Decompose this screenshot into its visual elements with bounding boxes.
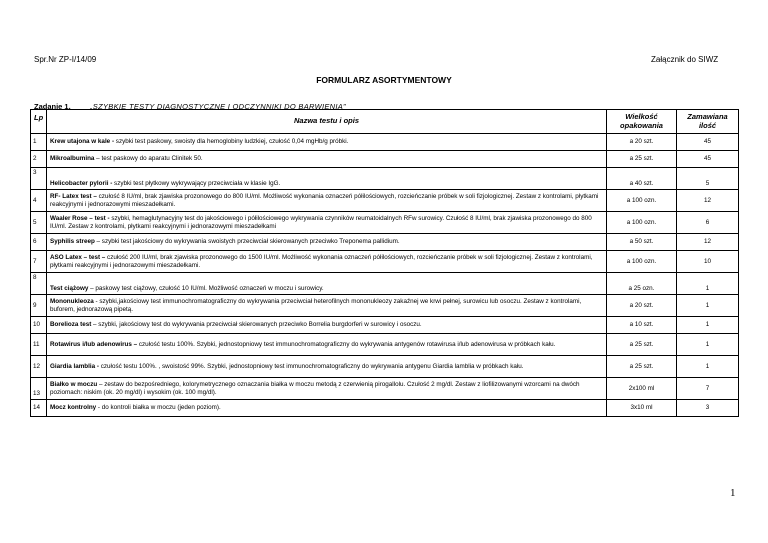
row-description	[47, 134, 607, 151]
table-row	[31, 134, 739, 151]
row-description	[47, 378, 607, 400]
row-qty: 45	[677, 151, 739, 168]
assortment-table	[30, 109, 739, 417]
row-description	[47, 234, 607, 251]
row-pack: a 100 ozn.	[607, 190, 677, 212]
row-qty: 6	[677, 212, 739, 234]
table-row	[31, 378, 739, 400]
row-lp: 1	[31, 134, 47, 151]
row-qty: 10	[677, 251, 739, 273]
row-product-name: Waaler Rose – test -	[50, 214, 110, 222]
table-row	[31, 190, 739, 212]
row-qty: 1	[677, 295, 739, 317]
table-row	[31, 212, 739, 234]
row-product-text: czułość testu 100%. Szybki, jednostopniowy test immunochromatograficzny do wykrywania antygenów rotawirusa i/lub adenowirusa w próbkach kału.	[137, 340, 556, 348]
row-product-name: Białko w moczu	[50, 380, 98, 388]
row-lp: 12	[31, 356, 47, 378]
row-product-text: szybki test paskowy, swoisty dla hemoglobiny ludzkiej, czułość 0,04 mgHb/g próbki.	[114, 138, 349, 146]
row-description	[47, 317, 607, 334]
row-product-text: - szybki,jakościowy test immunochromatograficzny do wykrywania przeciwciał heterofilnych mononukleozy zakaźnej we krwi pełnej, surowicu lub osoczu. Zestaw z kontrolami, buforem, jednorazową pipetą.	[50, 297, 582, 313]
row-lp: 5	[31, 212, 47, 234]
row-product-name: Test ciążowy	[50, 285, 89, 293]
row-qty: 7	[677, 378, 739, 400]
row-product-name: Mocz kontrolny	[50, 404, 97, 412]
row-description	[47, 295, 607, 317]
row-lp: 4	[31, 190, 47, 212]
row-pack: a 40 szt.	[607, 168, 677, 190]
row-product-text: – test paskowy do aparatu Clinitek 50.	[94, 155, 203, 163]
row-qty: 45	[677, 134, 739, 151]
task-number: Zadanie 1.	[34, 102, 71, 111]
page-number: 1	[730, 487, 736, 499]
row-description	[47, 356, 607, 378]
form-title: FORMULARZ ASORTYMENTOWY	[316, 75, 452, 85]
row-product-text: czułość testu 100%. , swoistość 99%. Szybki, jednostopniowy test immunochromatograficzny do wykrywania antygenu Giardia lamblia w próbkach kału.	[99, 362, 524, 370]
row-description	[47, 251, 607, 273]
header-pack-line2: opakowania	[620, 120, 663, 130]
row-pack: 2x100 ml	[607, 378, 677, 400]
header-name: Nazwa testu i opis	[47, 110, 607, 134]
row-qty: 1	[677, 356, 739, 378]
row-product-text: – szybki, jakościowy test do wykrywania przeciwciał skierowanych przeciwko Borrelia burgdorferi w surowicy i osoczu.	[91, 321, 422, 329]
row-qty: 1	[677, 317, 739, 334]
header-pack-line1: Wielkość	[625, 112, 658, 121]
row-product-name: Krew utajona w kale -	[50, 138, 115, 146]
row-description	[47, 212, 607, 234]
table-row	[31, 234, 739, 251]
row-qty: 12	[677, 190, 739, 212]
row-qty: 1	[677, 273, 739, 295]
table-row	[31, 168, 739, 190]
row-product-text: czułość 8 IU/ml, brak zjawiska prozonowego do 800 IU/ml. Możliwość wykonania oznaczeń półilościowych, rozcieńczanie próbek w soli fizjologicznej. Zestaw z kontrolami, płytkami reakcyjnymi i jednorazowymi mieszadełkami.	[50, 192, 599, 208]
row-product-name: Giardia lamblia -	[50, 362, 99, 370]
table-row	[31, 334, 739, 356]
row-product-name: Borelioza test	[50, 321, 92, 329]
header-qty	[677, 110, 739, 134]
row-pack: a 25 szt.	[607, 334, 677, 356]
row-description	[47, 190, 607, 212]
row-product-text: szybki test płytkowy wykrywający przeciwciała w klasie IgG.	[112, 180, 281, 188]
row-pack: a 50 szt.	[607, 234, 677, 251]
row-description	[47, 273, 607, 295]
row-product-name: Syphilis streep	[50, 238, 95, 246]
row-qty: 12	[677, 234, 739, 251]
row-product-name: RF- Latex test –	[50, 192, 97, 200]
row-lp: 2	[31, 151, 47, 168]
row-pack: a 25 ozn.	[607, 273, 677, 295]
row-product-text: – paskowy test ciążowy, czułość 10 IU/ml. Możliwość oznaczeń w moczu i surowicy.	[88, 285, 324, 293]
row-product-text: - do kontroli białka w moczu (jeden poziom).	[96, 404, 221, 412]
row-lp: 8	[31, 273, 47, 295]
row-description	[47, 168, 607, 190]
row-pack: 3x10 ml	[607, 400, 677, 417]
row-product-text: – zestaw do bezpośredniego, kolorymetrycznego oznaczania białka w moczu metodą z czerwienią pirogallolu. Czułość 2 mg/dl. Zestaw z liofilizowanymi wzorcami na dwóch poziomach: niskim (ok. 20 mg/dl) i wysokim (ok. 100 mg/dl).	[50, 380, 580, 396]
row-lp: 7	[31, 251, 47, 273]
row-product-text: szybki, hemaglutynacyjny test do jakościowego i półilościowego wykrywania czynników reumatoidalnych RFw surowicy. Czułość 8 IU/ml, brak zjawiska prozonowego do 800 IU/ml. Zestaw z kontrolami, płytkami reakcyjnymi i jednorazowymi mieszadełkami	[50, 214, 592, 230]
row-product-name: Rotawirus i/lub adenowirus –	[50, 340, 138, 348]
row-description	[47, 151, 607, 168]
header-qty-line1: Zamawiana	[687, 112, 728, 121]
row-pack: a 10 szt.	[607, 317, 677, 334]
row-lp: 14	[31, 400, 47, 417]
row-qty: 3	[677, 400, 739, 417]
row-pack: a 25 szt.	[607, 151, 677, 168]
row-product-text: – szybki test jakościowy do wykrywania swoistych przeciwciał skierowanych przeciwko Treponema pallidium.	[94, 238, 400, 246]
row-product-name: Mikroalbumina	[50, 155, 95, 163]
row-product-name: ASO Latex – test –	[50, 253, 106, 261]
row-description	[47, 400, 607, 417]
table-row	[31, 295, 739, 317]
row-pack: a 20 szt.	[607, 295, 677, 317]
row-lp: 9	[31, 295, 47, 317]
annex-label: Załącznik do SIWZ	[651, 55, 719, 64]
row-lp: 11	[31, 334, 47, 356]
row-pack: a 25 szt.	[607, 356, 677, 378]
header-qty-line2: ilość	[698, 120, 717, 130]
header-pack	[607, 110, 677, 134]
task-name: „SZYBKIE TESTY DIAGNOSTYCZNE I ODCZYNNIKI DO BARWIENIA”	[90, 102, 346, 111]
row-pack: a 100 ozn.	[607, 251, 677, 273]
row-pack: a 100 ozn.	[607, 212, 677, 234]
row-pack: a 20 szt.	[607, 134, 677, 151]
document-reference: Spr.Nr ZP-I/14/09	[34, 55, 97, 64]
table-header-row	[31, 110, 739, 134]
table-row	[31, 356, 739, 378]
row-lp: 6	[31, 234, 47, 251]
table-row	[31, 400, 739, 417]
row-product-text: czułość 200 IU/ml, brak zjawiska prozonowego do 1500 IU/ml. Możliwość wykonania oznaczeń półilościowych, rozcieńczanie próbek w soli fizjologicznej. Zestaw z kontrolami, płytkami reakcyjnymi i jednorazowymi mieszadełkami.	[50, 253, 593, 269]
row-lp: 10	[31, 317, 47, 334]
table-row	[31, 273, 739, 295]
table-row	[31, 251, 739, 273]
row-product-name: Mononukleoza	[50, 297, 94, 305]
header-lp: Lp	[31, 110, 47, 134]
table-row	[31, 151, 739, 168]
row-description	[47, 334, 607, 356]
row-lp: 3	[31, 168, 47, 190]
row-qty: 5	[677, 168, 739, 190]
row-product-name: Helicobacter pylorii -	[50, 180, 113, 188]
row-lp: 13	[31, 378, 47, 400]
row-qty: 1	[677, 334, 739, 356]
table-row	[31, 317, 739, 334]
